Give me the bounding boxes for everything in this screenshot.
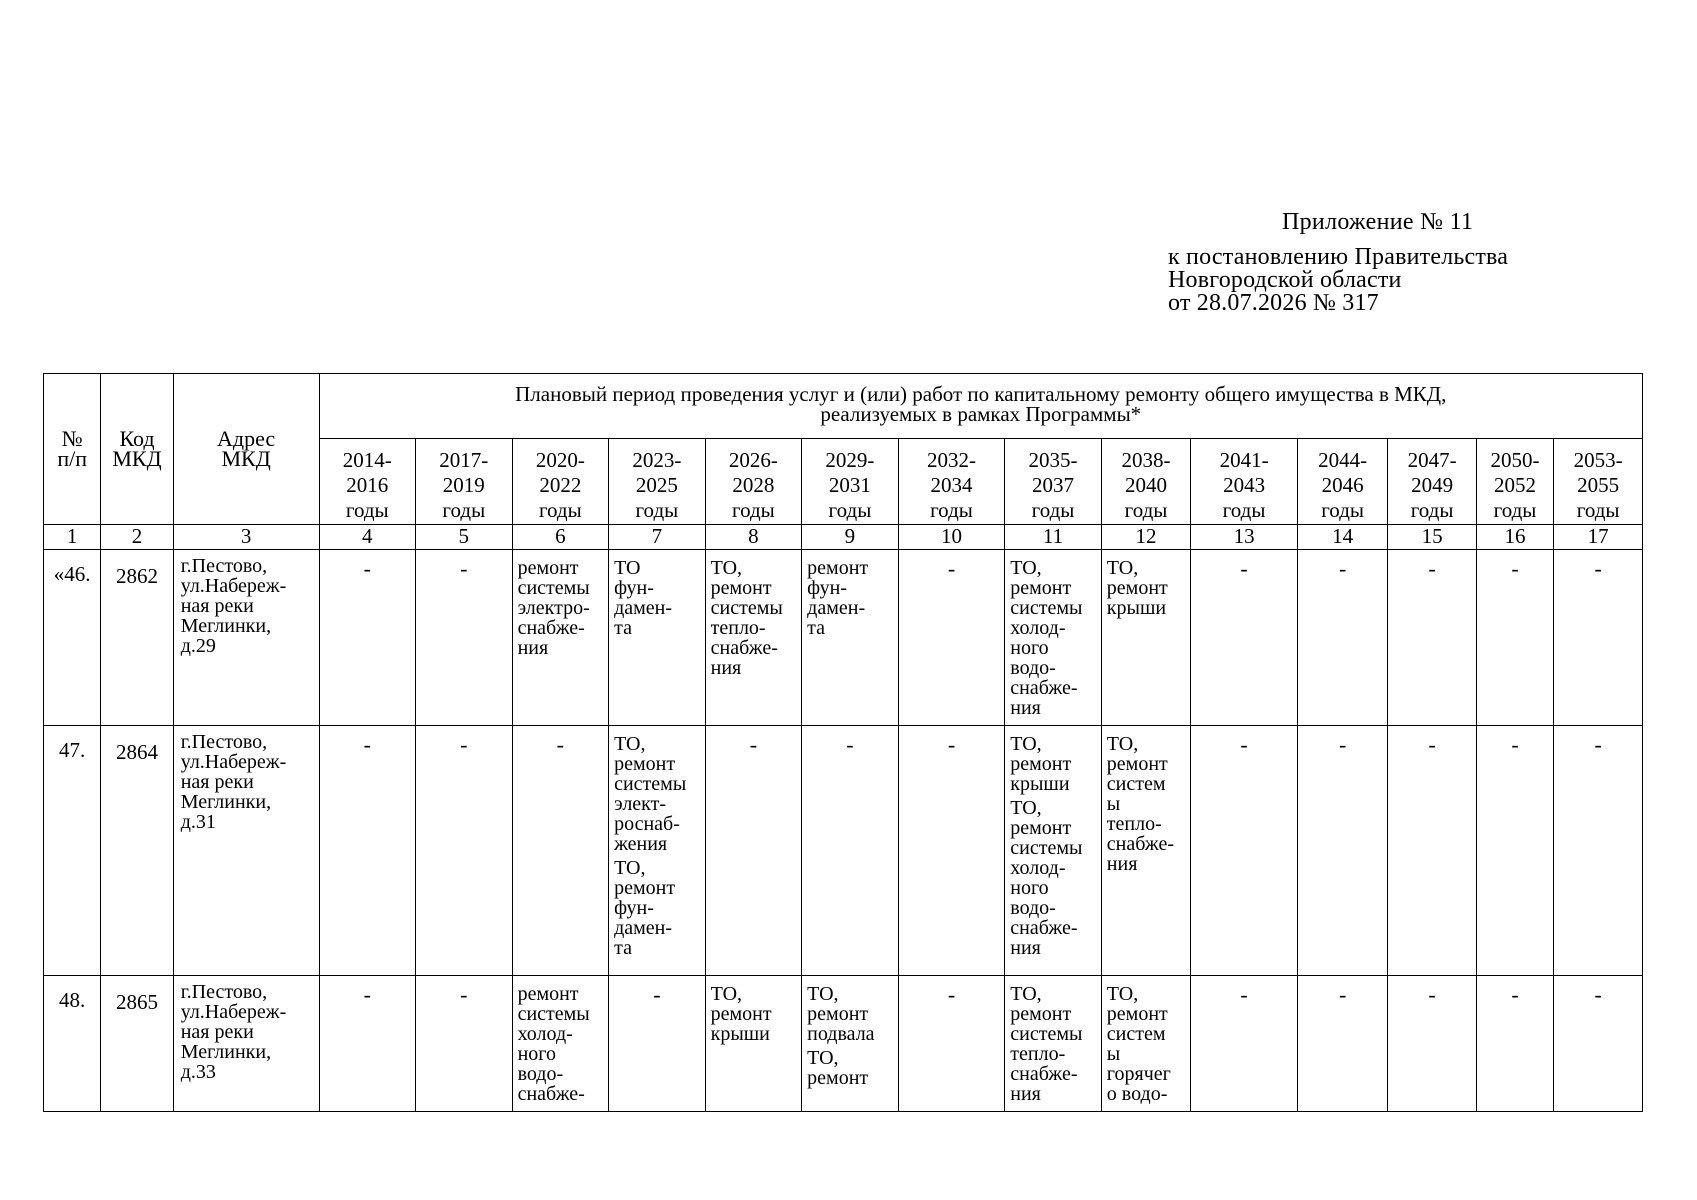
period-empty-cell	[1191, 726, 1298, 976]
header-year-cell	[1191, 439, 1298, 525]
row-number	[44, 976, 101, 1112]
appendix-decree-line: к постановлению Правительства	[1168, 244, 1509, 270]
dash-mark: -	[460, 732, 468, 757]
repair-schedule-table	[43, 373, 1643, 1112]
period-empty-cell	[319, 550, 416, 726]
header-code	[101, 374, 173, 525]
column-number: 17	[1554, 525, 1643, 550]
header-year-cell	[1005, 439, 1102, 525]
dash-mark: -	[846, 732, 854, 757]
column-number: 2	[101, 525, 173, 550]
column-number: 7	[609, 525, 706, 550]
header-year-text: 2047- 2049 годы	[1407, 448, 1457, 522]
work-item: ТО, ремонт систем ы горячег о водо-	[1106, 983, 1171, 1105]
header-year-cell	[1297, 439, 1387, 525]
period-empty-cell	[609, 976, 706, 1112]
dash-mark: -	[363, 732, 371, 757]
dash-mark: -	[1338, 732, 1347, 757]
header-year-text: 2044- 2046 годы	[1318, 448, 1368, 522]
work-item: ТО, ремонт системы тепло- снабже- ния	[710, 557, 783, 679]
column-number: 1	[44, 525, 101, 550]
header-year-cell	[512, 439, 609, 525]
period-empty-cell	[1191, 976, 1298, 1112]
appendix-header	[1168, 208, 1568, 315]
dash-mark: -	[1594, 732, 1602, 757]
column-number: 3	[173, 525, 319, 550]
header-year-cell	[1388, 439, 1476, 525]
header-year-cell	[1101, 439, 1190, 525]
row-number	[44, 550, 101, 726]
header-year-text: 2038- 2040 годы	[1121, 448, 1171, 522]
dash-mark: -	[556, 732, 564, 757]
header-year-cell	[802, 439, 899, 525]
building-address-text: г.Пестово, ул.Набереж- ная реки Меглинки, д.29	[180, 555, 287, 657]
header-year-text: 2020- 2022 годы	[535, 448, 585, 522]
header-year-text: 2023- 2025 годы	[632, 448, 682, 522]
period-work-cell	[1101, 550, 1190, 726]
dash-mark: -	[1338, 982, 1347, 1007]
column-number: 13	[1191, 525, 1298, 550]
period-empty-cell	[1476, 726, 1553, 976]
header-year-cell	[319, 439, 416, 525]
work-item: ремонт системы электро- снабже- ния	[517, 557, 590, 659]
dash-mark: -	[653, 982, 661, 1007]
header-year-text: 2050- 2052 годы	[1490, 448, 1540, 522]
work-item: ТО, ремонт системы холод- ного водо- снабже- ния	[1010, 797, 1083, 959]
header-code-text: Код МКД	[112, 426, 162, 471]
period-empty-cell	[1476, 550, 1553, 726]
appendix-region-line: Новгородской области	[1168, 267, 1402, 293]
header-period-text: Плановый период проведения услуг и (или) работ по капитальному ремонту общего имущества в МКД, реализуемых в рамках Программы*	[515, 382, 1447, 426]
header-num	[44, 374, 101, 525]
work-item: ТО, ремонт подвала	[807, 983, 875, 1045]
dash-mark: -	[1240, 732, 1248, 757]
header-row-main	[44, 374, 1643, 439]
period-empty-cell	[898, 550, 1005, 726]
period-empty-cell	[416, 976, 513, 1112]
work-item: ТО, ремонт фун- дамен- та	[614, 857, 676, 959]
period-empty-cell	[1554, 726, 1643, 976]
dash-mark: -	[1240, 556, 1248, 581]
period-work-cell	[512, 976, 609, 1112]
building-code-text: 2862	[116, 564, 158, 588]
period-empty-cell	[416, 550, 513, 726]
column-number: 15	[1388, 525, 1476, 550]
header-num-text: № п/п	[57, 426, 87, 471]
building-code	[101, 976, 173, 1112]
column-number: 8	[705, 525, 802, 550]
period-work-cell	[512, 550, 609, 726]
header-year-cell	[1476, 439, 1553, 525]
building-code-text: 2864	[116, 740, 158, 764]
column-number: 14	[1297, 525, 1387, 550]
column-number: 12	[1101, 525, 1190, 550]
period-work-cell	[1101, 726, 1190, 976]
dash-mark: -	[1594, 982, 1602, 1007]
work-item: ТО, ремонт крыши	[710, 983, 772, 1045]
header-year-cell	[416, 439, 513, 525]
dash-mark: -	[460, 982, 468, 1007]
dash-mark: -	[1511, 732, 1519, 757]
dash-mark: -	[749, 732, 758, 757]
building-address	[173, 976, 319, 1112]
period-empty-cell	[1554, 976, 1643, 1112]
work-item: ремонт системы холод- ного водо- снабже-	[517, 983, 590, 1105]
work-item: ТО, ремонт крыши	[1106, 557, 1168, 619]
dash-mark: -	[1338, 556, 1347, 581]
period-work-cell	[802, 976, 899, 1112]
period-empty-cell	[1476, 976, 1553, 1112]
building-address-text: г.Пестово, ул.Набереж- ная реки Меглинки, д.31	[180, 731, 287, 833]
row-number-text: 48.	[59, 988, 86, 1012]
period-work-cell	[705, 976, 802, 1112]
work-item: ТО, ремонт	[807, 1047, 869, 1089]
period-empty-cell	[416, 726, 513, 976]
dash-mark: -	[947, 556, 956, 581]
row-number-text: 47.	[59, 738, 86, 762]
period-empty-cell	[802, 726, 899, 976]
building-address-text: г.Пестово, ул.Набереж- ная реки Меглинки, д.33	[180, 981, 287, 1083]
period-empty-cell	[1191, 550, 1298, 726]
column-number: 16	[1476, 525, 1553, 550]
dash-mark: -	[1428, 556, 1436, 581]
period-work-cell	[705, 550, 802, 726]
work-item: ТО, ремонт систем ы тепло- снабже- ния	[1106, 733, 1175, 875]
table-row	[44, 726, 1643, 976]
period-empty-cell	[1388, 976, 1476, 1112]
dash-mark: -	[1240, 982, 1248, 1007]
header-year-text: 2053- 2055 годы	[1573, 448, 1623, 522]
period-empty-cell	[319, 976, 416, 1112]
dash-mark: -	[947, 982, 956, 1007]
appendix-date-line: от 28.07.2026 № 317	[1168, 290, 1379, 316]
header-year-cell	[898, 439, 1005, 525]
period-work-cell	[1101, 976, 1190, 1112]
period-work-cell	[1005, 726, 1102, 976]
column-number: 10	[898, 525, 1005, 550]
header-year-text: 2026- 2028 годы	[728, 448, 778, 522]
dash-mark: -	[947, 732, 956, 757]
building-address	[173, 550, 319, 726]
table-row	[44, 550, 1643, 726]
period-work-cell	[609, 726, 706, 976]
column-number: 9	[802, 525, 899, 550]
header-year-text: 2041- 2043 годы	[1219, 448, 1269, 522]
header-year-text: 2032- 2034 годы	[926, 448, 976, 522]
header-address-text: Адрес МКД	[217, 426, 276, 471]
header-address	[173, 374, 319, 525]
dash-mark: -	[363, 556, 371, 581]
column-number: 11	[1005, 525, 1102, 550]
column-number: 4	[319, 525, 416, 550]
column-numbers-row	[44, 525, 1643, 550]
row-number-text: «46.	[53, 562, 91, 586]
column-number: 6	[512, 525, 609, 550]
work-item: ТО, ремонт системы холод- ного водо- снабже- ния	[1010, 557, 1083, 719]
row-number	[44, 726, 101, 976]
dash-mark: -	[460, 556, 468, 581]
period-empty-cell	[1388, 726, 1476, 976]
period-empty-cell	[705, 726, 802, 976]
dash-mark: -	[1428, 982, 1436, 1007]
building-code	[101, 550, 173, 726]
work-item: ТО фун- дамен- та	[614, 557, 673, 639]
period-empty-cell	[1388, 550, 1476, 726]
period-empty-cell	[1297, 726, 1387, 976]
appendix-title: Приложение № 11	[1282, 209, 1474, 235]
header-year-cell	[705, 439, 802, 525]
period-work-cell	[802, 550, 899, 726]
period-work-cell	[609, 550, 706, 726]
period-empty-cell	[898, 726, 1005, 976]
header-year-text: 2017- 2019 годы	[439, 448, 489, 522]
period-empty-cell	[898, 976, 1005, 1112]
period-empty-cell	[319, 726, 416, 976]
header-year-cell	[609, 439, 706, 525]
header-year-text: 2029- 2031 годы	[825, 448, 875, 522]
period-empty-cell	[1297, 976, 1387, 1112]
work-item: ТО, ремонт системы тепло- снабже- ния	[1010, 983, 1083, 1105]
work-item: ТО, ремонт крыши	[1010, 733, 1072, 795]
building-address	[173, 726, 319, 976]
dash-mark: -	[1594, 556, 1602, 581]
dash-mark: -	[1428, 732, 1436, 757]
header-period	[319, 374, 1643, 439]
table-row	[44, 976, 1643, 1112]
work-item: ТО, ремонт системы элект- роснаб- жения	[614, 733, 687, 855]
dash-mark: -	[363, 982, 371, 1007]
period-work-cell	[1005, 550, 1102, 726]
period-empty-cell	[1297, 550, 1387, 726]
work-item: ремонт фун- дамен- та	[807, 557, 869, 639]
header-year-text: 2035- 2037 годы	[1028, 448, 1078, 522]
header-year-cell	[1554, 439, 1643, 525]
period-empty-cell	[1554, 550, 1643, 726]
column-number: 5	[416, 525, 513, 550]
dash-mark: -	[1511, 982, 1519, 1007]
period-work-cell	[1005, 976, 1102, 1112]
header-year-text: 2014- 2016 годы	[342, 448, 392, 522]
period-empty-cell	[512, 726, 609, 976]
building-code	[101, 726, 173, 976]
dash-mark: -	[1511, 556, 1519, 581]
building-code-text: 2865	[116, 990, 158, 1014]
